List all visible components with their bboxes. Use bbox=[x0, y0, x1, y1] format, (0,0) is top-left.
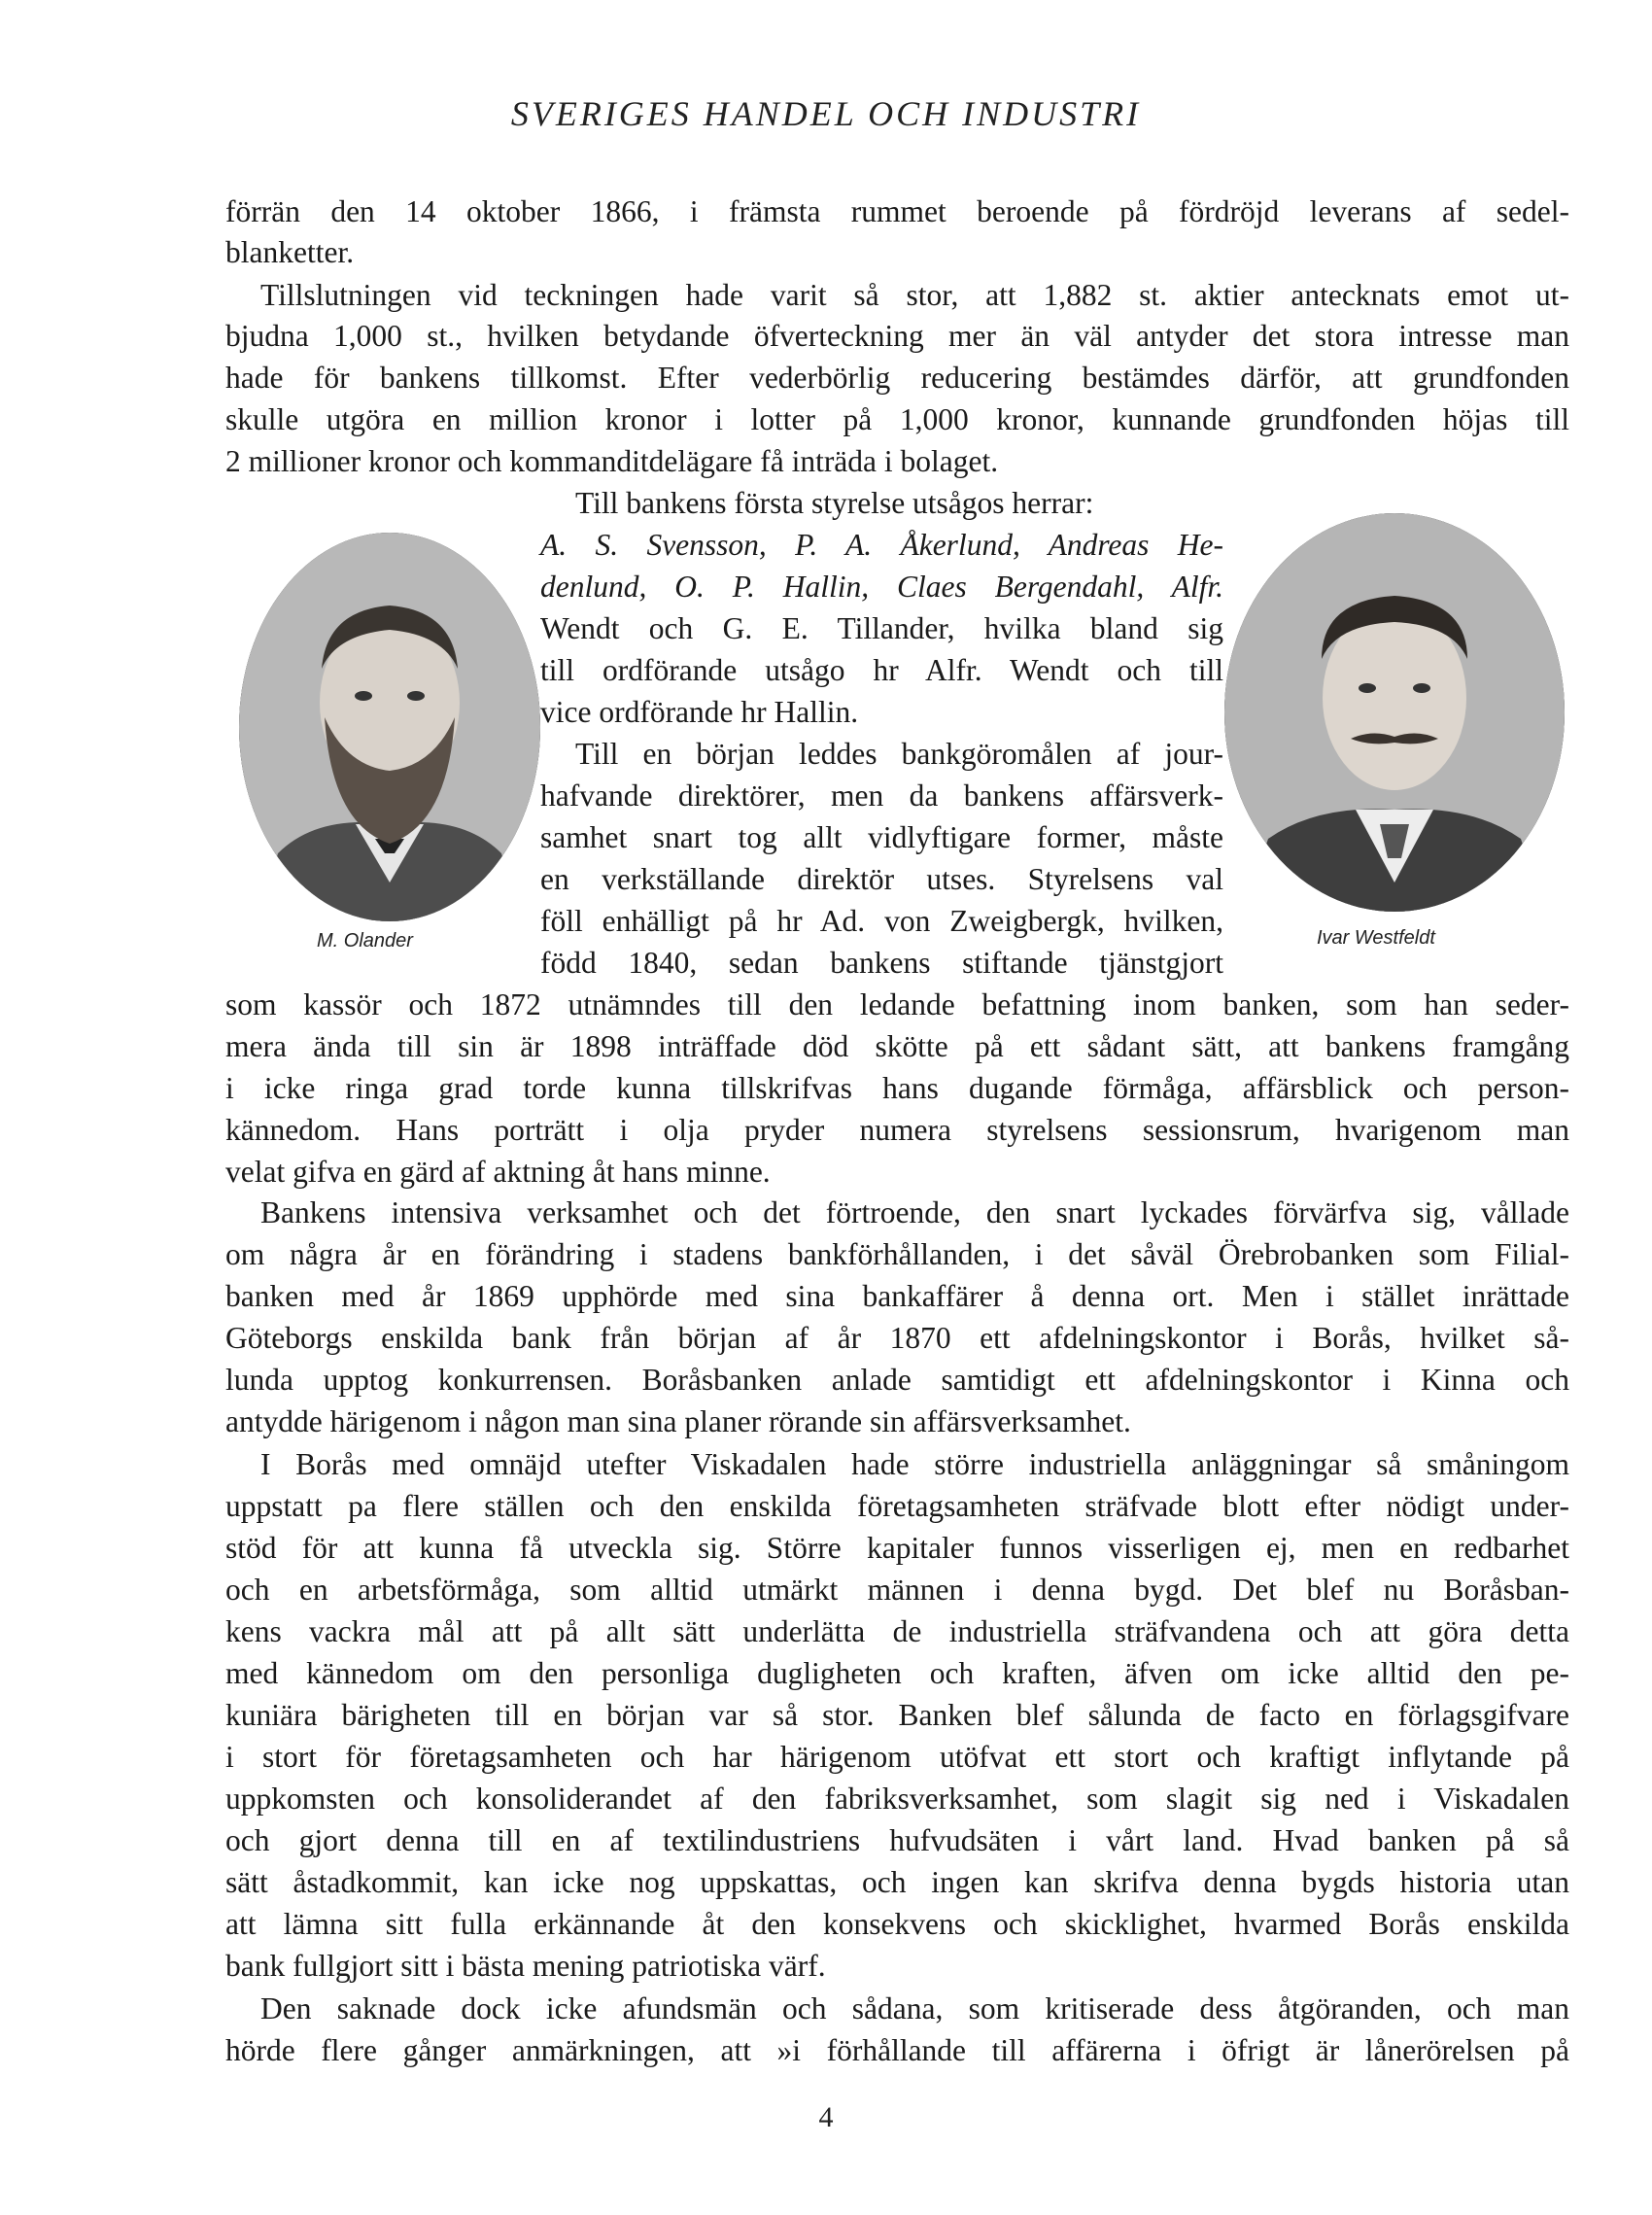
text-line: vice ordförande hr Hallin. bbox=[540, 695, 859, 729]
text-line: denlund, O. P. Hallin, Claes Bergendahl, Alfr. bbox=[540, 570, 1223, 604]
text-line: och en arbetsförmåga, som alltid utmärkt männen i denna bygd. Det blef nu Boråsban- bbox=[225, 1573, 1569, 1607]
text-line: Wendt och G. E. Tillander, hvilka bland sig bbox=[540, 611, 1223, 645]
text-line: hafvande direktörer, men da bankens affärsverk- bbox=[540, 779, 1223, 813]
text-line: 2 millioner kronor och kommanditdelägare få inträda i bolaget. bbox=[225, 444, 999, 478]
text-line: sätt åstadkommit, kan icke nog uppskattas, och ingen kan skrifva denna bygds historia utan bbox=[225, 1865, 1569, 1899]
text-line: Till en början leddes bankgöromålen af jour- bbox=[575, 737, 1223, 771]
portrait-olander-image bbox=[239, 533, 540, 921]
text-line: till ordförande utsågo hr Alfr. Wendt och till bbox=[540, 653, 1223, 687]
text-line: om några år en förändring i stadens bankförhållanden, i det såväl Örebrobanken som Filial- bbox=[225, 1237, 1569, 1271]
portrait-westfeldt-image bbox=[1224, 513, 1565, 912]
text-line: hade för bankens tillkomst. Efter vederbörlig reducering bestämdes därför, att grundfonden bbox=[225, 361, 1569, 395]
text-line: samhet snart tog allt vidlyftigare former, måste bbox=[540, 820, 1223, 854]
text-line: hörde flere gånger anmärkningen, att »i förhållande till affärerna i öfrigt är lånerörelsen på bbox=[225, 2033, 1569, 2067]
text-line: en verkställande direktör utses. Styrelsens val bbox=[540, 862, 1223, 896]
text-line: Till bankens första styrelse utsågos herrar: bbox=[575, 486, 1094, 520]
text-line: i stort för företagsamheten och har härigenom utöfvat ett stort och kraftigt inflytande på bbox=[225, 1740, 1569, 1774]
text-line: föll enhälligt på hr Ad. von Zweigbergk, hvilken, bbox=[540, 904, 1223, 938]
text-line: född 1840, sedan bankens stiftande tjänstgjort bbox=[540, 946, 1223, 980]
text-line: banken med år 1869 upphörde med sina bankaffärer å denna ort. Men i stället inrättade bbox=[225, 1279, 1569, 1313]
page-number: 4 bbox=[818, 2101, 834, 2133]
portrait-westfeldt bbox=[1224, 513, 1565, 912]
text-line: mera ända till sin är 1898 inträffade död skötte på ett sådant sätt, att bankens framgång bbox=[225, 1029, 1569, 1063]
text-line: A. S. Svensson, P. A. Åkerlund, Andreas He- bbox=[540, 528, 1223, 562]
text-line: och gjort denna till en af textilindustriens hufvudsäten i vårt land. Hvad banken på så bbox=[225, 1823, 1569, 1857]
text-line: kens vackra mål att på allt sätt underlätta de industriella sträfvandena och att göra detta bbox=[225, 1614, 1569, 1648]
text-line: uppkomsten och konsoliderandet af den fabriksverksamhet, som slagit sig ned i Viskadalen bbox=[225, 1782, 1569, 1816]
text-line: uppstatt pa flere ställen och den enskilda företagsamheten sträfvade blott efter nödigt under- bbox=[225, 1489, 1569, 1523]
text-line: bjudna 1,000 st., hvilken betydande öfverteckning mer än väl antyder det stora intresse man bbox=[225, 319, 1569, 353]
text-line: med kännedom om den personliga dugligheten och kraften, äfven om icke alltid den pe- bbox=[225, 1656, 1569, 1690]
text-line: antydde härigenom i någon man sina planer rörande sin affärsverksamhet. bbox=[225, 1404, 1131, 1438]
text-line: bank fullgjort sitt i bästa mening patriotiska värf. bbox=[225, 1949, 826, 1983]
text-line: Bankens intensiva verksamhet och det förtroende, den snart lyckades förvärfva sig, vållade bbox=[260, 1195, 1569, 1229]
caption-westfeldt: Ivar Westfeldt bbox=[1317, 927, 1435, 949]
running-title: SVERIGES HANDEL OCH INDUSTRI bbox=[510, 94, 1142, 133]
text-line: Den saknade dock icke afundsmän och sådana, som kritiserade dess åtgöranden, och man bbox=[260, 1991, 1569, 2025]
text-line: Tillslutningen vid teckningen hade varit så stor, att 1,882 st. aktier antecknats emot ut- bbox=[260, 278, 1569, 312]
text-line: velat gifva en gärd af aktning åt hans minne. bbox=[225, 1155, 771, 1189]
text-line: förrän den 14 oktober 1866, i främsta rummet beroende på fördröjd leverans af sedel- bbox=[225, 194, 1569, 228]
text-line: skulle utgöra en million kronor i lotter på 1,000 kronor, kunnande grundfonden höjas till bbox=[225, 402, 1569, 436]
text-line: stöd för att kunna få utveckla sig. Större kapitaler funnos visserligen ej, men en redbarhet bbox=[225, 1531, 1569, 1565]
text-line: kännedom. Hans porträtt i olja pryder numera styrelsens sessionsrum, hvarigenom man bbox=[225, 1113, 1569, 1147]
text-line: blanketter. bbox=[225, 235, 355, 269]
text-line: att lämna sitt fulla erkännande åt den konsekvens och skicklighet, hvarmed Borås enskilda bbox=[225, 1907, 1569, 1941]
text-line: I Borås med omnäjd utefter Viskadalen hade större industriella anläggningar så småningom bbox=[260, 1447, 1569, 1481]
text-line: i icke ringa grad torde kunna tillskrifvas hans dugande förmåga, affärsblick och person- bbox=[225, 1071, 1569, 1105]
text-line: kuniära bärigheten till en början var så stor. Banken blef sålunda de facto en förlagsgifvare bbox=[225, 1698, 1569, 1732]
text-line: Göteborgs enskilda bank från början af år 1870 ett afdelningskontor i Borås, hvilket så- bbox=[225, 1321, 1569, 1355]
portrait-olander bbox=[239, 533, 540, 921]
text-line: som kassör och 1872 utnämndes till den ledande befattning inom banken, som han seder- bbox=[225, 987, 1569, 1021]
text-line: lunda upptog konkurrensen. Boråsbanken anlade samtidigt ett afdelningskontor i Kinna och bbox=[225, 1363, 1569, 1397]
caption-olander: M. Olander bbox=[317, 930, 413, 952]
